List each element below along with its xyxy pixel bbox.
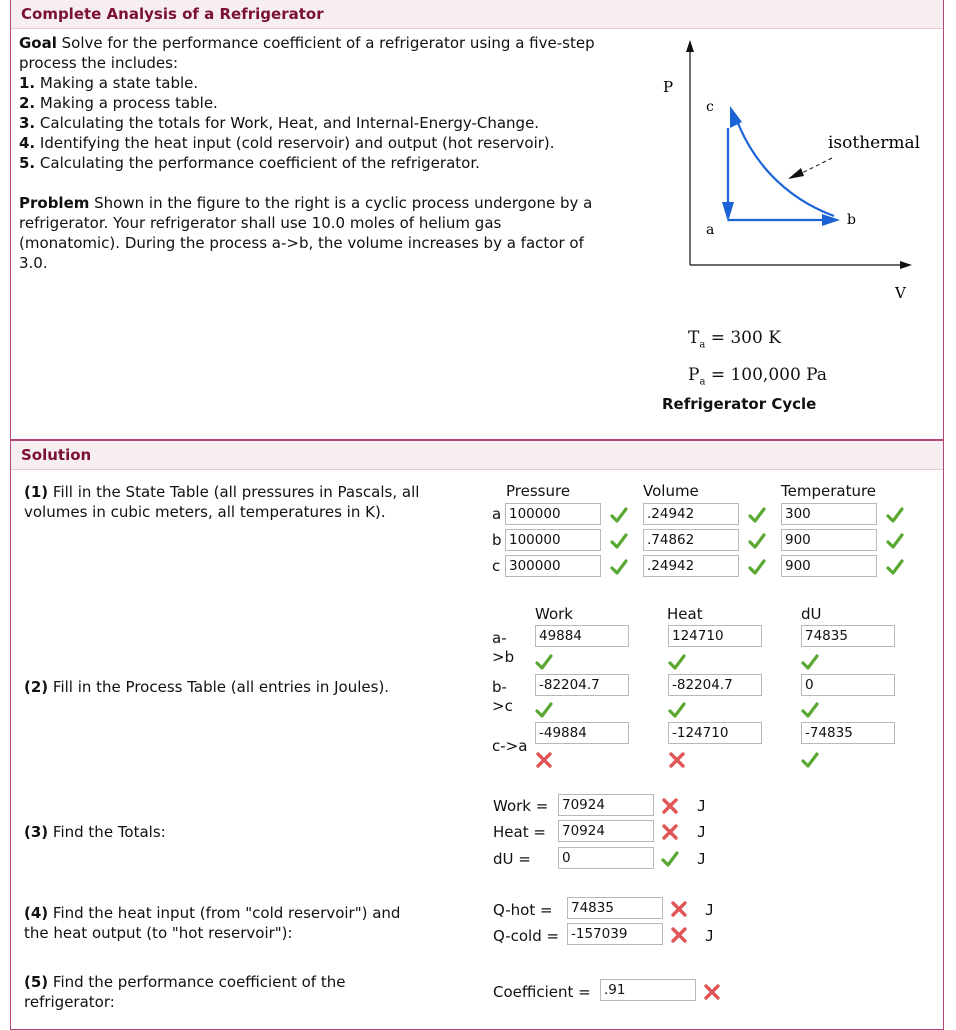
pv-diagram [650,36,950,306]
goal-label: Goal [19,34,57,52]
analysis-title: Complete Analysis of a Refrigerator [21,5,324,23]
process-ab-du-input[interactable]: 74835 [801,625,895,647]
isothermal-label: isothermal [828,133,921,153]
problem-label: Problem [19,194,90,212]
state-header-pressure: Pressure [506,482,571,500]
check-icon [748,558,766,576]
process-ca-work-input[interactable]: -49884 [535,722,629,744]
qhot-input[interactable]: 74835 [567,897,663,919]
state-b-pressure-input[interactable]: 100000 [505,529,601,551]
cross-icon [703,983,721,1001]
process-header-heat: Heat [667,605,703,623]
cross-icon [661,797,679,815]
check-icon [886,506,904,524]
state-row-label-a: a [492,505,502,523]
total-heat-label: Heat = [493,823,546,841]
state-header-volume: Volume [643,482,699,500]
qcold-input[interactable]: -157039 [567,923,663,945]
qcold-unit: J [705,927,715,945]
check-icon [886,532,904,550]
point-a-label: a [706,222,715,238]
cross-icon [668,751,686,769]
step-item-1: 1. Making a state table. [19,74,199,92]
v-axis-label: V [895,284,906,302]
check-icon [886,558,904,576]
cross-icon [670,900,688,918]
total-work-label: Work = [493,797,549,815]
state-a-pressure-input[interactable]: 100000 [505,503,601,525]
check-icon [801,701,819,719]
process-ab-work-input[interactable]: 49884 [535,625,629,647]
process-ab-heat-input[interactable]: 124710 [668,625,762,647]
coefficient-input[interactable]: .91 [600,979,696,1001]
process-row-label-ca: c->a [492,737,528,755]
state-c-pressure-input[interactable]: 300000 [505,555,601,577]
state-a-volume-input[interactable]: .24942 [643,503,739,525]
process-bc-du-input[interactable]: 0 [801,674,895,696]
total-du-unit: J [697,850,707,868]
goal-text-line1: Solve for the performance coefficient of a refrigerator using a five-step [56,34,595,52]
qcold-label: Q-cold = [493,927,560,945]
state-row-label-b: b [492,531,502,549]
b-to-c-arrow-icon [730,106,742,128]
total-du-input[interactable]: 0 [558,847,654,869]
check-icon [748,532,766,550]
state-b-volume-input[interactable]: .74862 [643,529,739,551]
process-bc-heat-input[interactable]: -82204.7 [668,674,762,696]
state-c-temperature-input[interactable]: 900 [781,555,877,577]
process-ca-du-input[interactable]: -74835 [801,722,895,744]
problem-line4: 3.0. [19,254,48,272]
isothermal-pointer-line [800,158,832,174]
check-icon [801,751,819,769]
process-ca-heat-input[interactable]: -124710 [668,722,762,744]
qhot-unit: J [705,901,715,919]
goal-text-line2: process the includes: [19,54,179,72]
check-icon [610,532,628,550]
step-item-3: 3. Calculating the totals for Work, Heat, and Internal-Energy-Change. [19,114,540,132]
process-bc-work-input[interactable]: -82204.7 [535,674,629,696]
step1-description: (1) Fill in the State Table (all pressures in Pascals, all volumes in cubic meters, all temperatures in K). [24,483,420,521]
problem-line3: (monatomic). During the process a->b, the volume increases by a factor of [19,234,584,252]
pa-readout: $P_a = 100,000$ Pa [688,365,827,388]
qhot-label: Q-hot = [493,901,553,919]
total-heat-input[interactable]: 70924 [558,820,654,842]
check-icon [535,653,553,671]
cross-icon [535,751,553,769]
coefficient-label: Coefficient = [493,983,591,1001]
check-icon [535,701,553,719]
state-a-temperature-input[interactable]: 300 [781,503,877,525]
diagram-caption: Refrigerator Cycle [662,395,817,413]
process-row-label-ab: a- >b [492,629,515,666]
problem-text: Problem Shown in the figure to the right is a cyclic process undergone by a refrigerator. Your refrigerator shall use 10.0 moles of helium gas (monatomic). During the process a->b, the volume increases by a factor of 3.0. [19,193,659,273]
state-c-volume-input[interactable]: .24942 [643,555,739,577]
step3-description: (3) Find the Totals: [24,823,166,841]
check-icon [668,653,686,671]
solution-title-bar [11,441,943,470]
step-item-2: 2. Making a process table. [19,94,218,112]
check-icon [610,558,628,576]
analysis-title-bar [11,0,943,29]
b-to-c-curve [736,118,834,216]
total-work-unit: J [697,797,707,815]
check-icon [801,653,819,671]
total-work-input[interactable]: 70924 [558,794,654,816]
p-axis-label: P [663,78,674,96]
check-icon [668,701,686,719]
state-row-label-c: c [492,557,501,575]
problem-line2: refrigerator. Your refrigerator shall use 10.0 moles of helium gas [19,214,502,232]
step-item-4: 4. Identifying the heat input (cold reservoir) and output (hot reservoir). [19,134,555,152]
isothermal-pointer-arrow-icon [788,168,804,179]
cross-icon [670,926,688,944]
state-header-temperature: Temperature [781,482,877,500]
total-heat-unit: J [697,823,707,841]
check-icon [610,506,628,524]
ta-readout: $T_a = 300$ K [688,328,781,351]
process-header-du: dU [801,605,822,623]
check-icon [748,506,766,524]
v-axis-arrow-icon [900,261,912,269]
point-c-label: c [706,99,714,115]
state-b-temperature-input[interactable]: 900 [781,529,877,551]
goal-text [19,33,659,173]
solution-title: Solution [21,446,92,464]
step4-description: (4) Find the heat input (from "cold reservoir") and the heat output (to "hot reservoir"): [24,904,401,942]
step5-description: (5) Find the performance coefficient of the refrigerator: [24,973,346,1011]
process-row-label-bc: b- >c [492,678,513,715]
process-header-work: Work [535,605,573,623]
step-item-5: 5. Calculating the performance coefficient of the refrigerator. [19,154,480,172]
total-du-label: dU = [493,850,531,868]
cross-icon [661,823,679,841]
point-b-label: b [847,212,856,228]
check-icon [661,850,679,868]
step2-description: (2) Fill in the Process Table (all entries in Joules). [24,678,390,696]
p-axis-arrow-icon [686,40,694,52]
